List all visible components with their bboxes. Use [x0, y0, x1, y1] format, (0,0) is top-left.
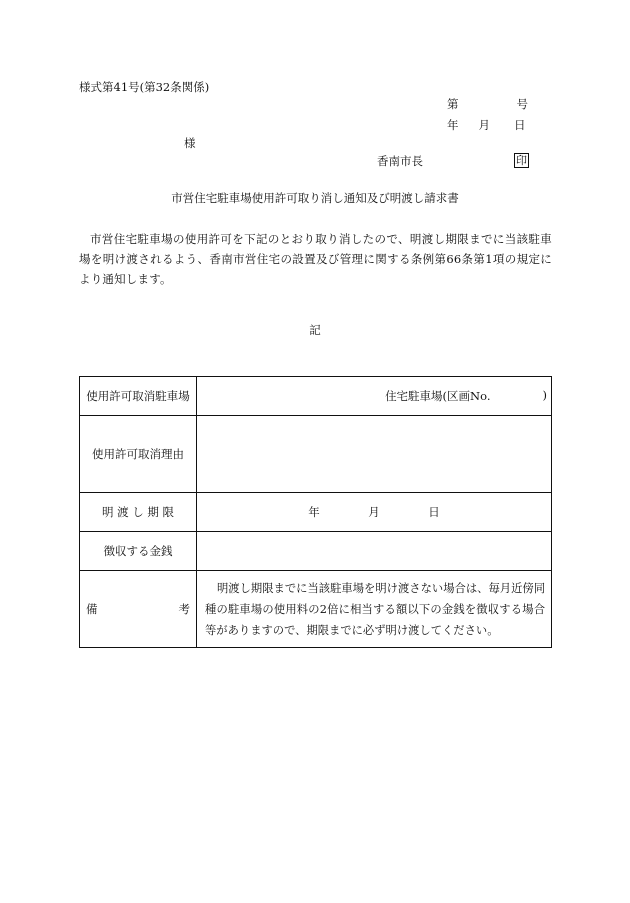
table-row — [80, 493, 552, 532]
document-title: 市営住宅駐車場使用許可取り消し通知及び明渡し請求書 — [171, 191, 459, 205]
form-code: 様式第41号(第32条関係) — [79, 80, 210, 94]
addressee-suffix: 様 — [184, 136, 196, 150]
notice-body: 市営住宅駐車場の使用許可を下記のとおり取り消したので、明渡し期限までに当該駐車場を明け渡されるよう、香南市営住宅の設置及び管理に関する条例第66条第1項の規定により通知します。 — [79, 232, 552, 286]
label-deadline: 明 渡 し 期 限 — [80, 493, 197, 532]
date-day: 日 — [514, 118, 526, 132]
label-remarks — [80, 571, 197, 648]
date-month: 月 — [478, 118, 490, 132]
issuer-name: 香南市長 — [377, 154, 423, 168]
seal-mark: 印 — [516, 154, 527, 167]
parking-prefix: 住宅駐車場(区画No. — [385, 389, 491, 403]
table-row — [80, 571, 552, 648]
table-row — [80, 416, 552, 493]
remarks-char-2: 考 — [178, 602, 190, 616]
parking-suffix: ) — [542, 388, 547, 402]
label-revocation-reason: 使用許可取消理由 — [80, 416, 197, 493]
number-suffix: 号 — [516, 97, 528, 111]
remarks-text: 明渡し期限までに当該駐車場を明け渡さない場合は、毎月近傍同種の駐車場の使用料の2倍に相当する額以下の金銭を徴収する場合等がありますので、期限までに必ず明け渡してください。 — [205, 581, 545, 637]
value-remarks — [197, 571, 552, 648]
value-deadline — [197, 493, 552, 532]
document-number-line — [447, 99, 528, 111]
table-row — [80, 377, 552, 416]
value-revocation-reason — [197, 416, 552, 493]
deadline-year: 年 — [308, 505, 320, 519]
label-revoked-parking: 使用許可取消駐車場 — [80, 377, 197, 416]
issue-date-line — [447, 120, 526, 132]
table-row — [80, 532, 552, 571]
label-money-collected: 徴収する金銭 — [80, 532, 197, 571]
deadline-month: 月 — [368, 505, 380, 519]
remarks-char-1: 備 — [86, 602, 98, 616]
ki-heading: 記 — [309, 323, 321, 337]
date-year: 年 — [447, 118, 459, 132]
value-revoked-parking — [197, 377, 552, 416]
number-prefix: 第 — [447, 97, 459, 111]
details-table — [79, 376, 552, 648]
value-money-collected — [197, 532, 552, 571]
deadline-day: 日 — [428, 505, 440, 519]
